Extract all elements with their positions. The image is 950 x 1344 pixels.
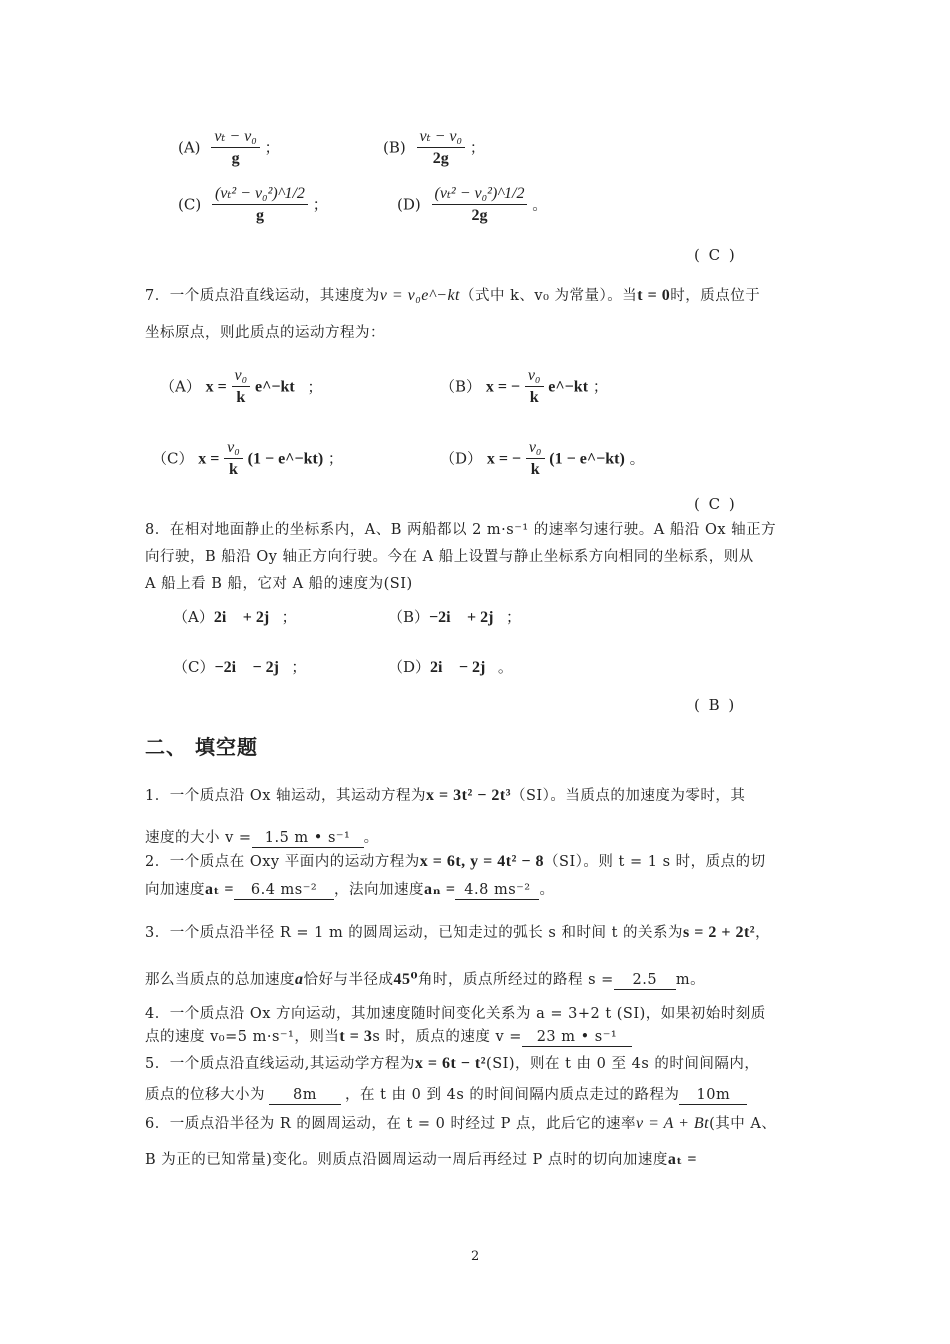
answer-blank: 1.5 m • s⁻¹: [252, 830, 364, 848]
f1-line1: [145, 784, 745, 805]
expr: 2i⃗ + 2j⃗: [213, 609, 282, 626]
text: 6．一质点沿半径为 R 的圆周运动，在 t = 0 时经过 P 点，此后它的速率: [145, 1116, 636, 1132]
text: 。: [363, 830, 379, 846]
numerator: v₀: [525, 366, 544, 387]
numerator: v₀: [526, 438, 545, 459]
punct: ；: [291, 658, 307, 676]
angle: 45⁰: [393, 971, 419, 988]
q8-line1: 8．在相对地面静止的坐标系内，A、B 两船都以 2 m·s⁻¹ 的速率匀速行驶。A 船沿 Ox 轴正方: [145, 522, 777, 538]
tangential-accel-symbol: aₜ =: [667, 1151, 697, 1168]
fraction: [232, 366, 251, 409]
text: 。: [539, 882, 555, 898]
punct: ；: [592, 377, 608, 396]
q6-option-a: [178, 127, 280, 170]
q6-option-c: [178, 184, 328, 227]
speed-expr: v = A + Bt: [635, 1115, 710, 1132]
numerator: (vₜ² − v₀²)^1/2: [212, 184, 308, 205]
option-label: (A): [178, 138, 201, 157]
f2-line1: [145, 850, 766, 871]
f6-line1: [145, 1112, 776, 1133]
accel-symbol: a: [295, 971, 304, 988]
velocity-expr: v = v₀e^−kt: [379, 287, 460, 304]
text: 速度的大小 v =: [145, 830, 252, 846]
q7-option-a: [160, 366, 323, 409]
q7-line2: 坐标原点，则此质点的运动方程为：: [145, 325, 385, 341]
text: 恰好与半径成: [303, 972, 394, 988]
text: ，在 t 由 0 到 4s 的时间间隔内质点走过的路程为: [345, 1087, 680, 1103]
expr: x = −: [485, 378, 521, 396]
q7-answer: ( C ): [694, 495, 737, 513]
punct: ；: [327, 449, 343, 468]
q6-option-b: [383, 127, 485, 170]
f4-line1: 4．一个质点沿 Ox 方向运动，其加速度随时间变化关系为 a = 3+2 t (SI)，如果初始时刻质: [145, 1006, 766, 1022]
q8-option-a: [173, 606, 297, 627]
text: (其中 A、: [709, 1116, 777, 1132]
expr: (1 − e^−kt): [549, 450, 625, 468]
q8-line3: A 船上看 B 船，它对 A 船的速度为(SI): [145, 576, 413, 592]
denominator: k: [236, 389, 246, 406]
answer-blank: 2.5: [614, 972, 676, 990]
expr: −2i⃗ − 2j⃗: [214, 659, 292, 676]
f5-line2: [145, 1083, 747, 1105]
text: 5．一个质点沿直线运动,其运动学方程为: [145, 1056, 415, 1072]
equation: x = 3t² − 2t³: [426, 787, 511, 804]
normal-accel-symbol: aₙ =: [424, 881, 456, 898]
denominator: 2g: [432, 150, 449, 167]
answer-blank: 6.4 ms⁻²: [234, 882, 334, 900]
expr: e^−kt: [548, 378, 589, 396]
option-label: （B）: [440, 377, 482, 396]
denominator: g: [231, 150, 240, 167]
numerator: (vₜ² − v₀²)^1/2: [432, 184, 528, 205]
text: （SI）。当质点的加速度为零时，其: [511, 788, 746, 804]
punct: ；: [307, 377, 323, 396]
f6-line2: [145, 1148, 697, 1169]
text: 7．一个质点沿直线运动，其速度为: [145, 288, 380, 304]
option-label: （A）: [173, 608, 214, 626]
q8-answer: ( B ): [694, 696, 737, 714]
option-label: （B）: [388, 608, 430, 626]
equation: s = 2 + 2t²: [683, 924, 756, 941]
punct: ；: [312, 195, 328, 214]
fraction: [526, 438, 545, 481]
text: 点的速度 v₀=5 m·s⁻¹，则当: [145, 1029, 340, 1045]
q8-option-d: [388, 656, 513, 677]
denominator: k: [229, 461, 238, 478]
option-label: (B): [383, 138, 406, 157]
option-label: （D）: [388, 658, 431, 676]
t-zero: t = 0: [637, 287, 671, 304]
q8-line2: 向行驶，B 船沿 Oy 轴正方向行驶。今在 A 船上设置与静止坐标系方向相同的坐标系，则从: [145, 549, 754, 565]
fraction: [432, 184, 528, 227]
q7-option-d: [440, 438, 645, 481]
denominator: k: [529, 389, 539, 406]
text: 质点的位移大小为: [145, 1087, 265, 1103]
expr: x =: [205, 378, 227, 396]
answer-blank: 4.8 ms⁻²: [455, 882, 539, 900]
f3-line1: [145, 921, 770, 942]
q6-option-d: [397, 184, 547, 227]
numerator: v₀: [232, 366, 251, 387]
denominator: 2g: [471, 207, 488, 224]
punct: ；: [264, 138, 280, 157]
punct: 。: [532, 195, 548, 214]
answer-blank: 8m: [269, 1087, 341, 1105]
expr: 2i⃗ − 2j⃗: [430, 659, 498, 676]
punct: ；: [281, 608, 297, 626]
f2-line2: [145, 878, 554, 900]
f1-line2: [145, 826, 379, 848]
answer-blank: 10m: [679, 1087, 747, 1105]
text: 向加速度: [145, 882, 205, 898]
text: 角时，质点所经过的路程 s =: [418, 972, 614, 988]
numerator: vₜ − v₀: [417, 127, 466, 148]
time: t = 3: [339, 1028, 373, 1045]
option-label: （A）: [160, 377, 201, 396]
expr: e^−kt: [254, 378, 295, 396]
option-label: （C）: [152, 449, 194, 468]
punct: ；: [505, 608, 521, 626]
expr: (1 − e^−kt): [247, 450, 324, 468]
answer-blank: 23 m • s⁻¹: [522, 1029, 632, 1047]
option-label: （D）: [440, 449, 483, 468]
q7-line1: [145, 284, 760, 305]
q8-option-c: [173, 656, 306, 677]
q7-option-b: [440, 366, 608, 409]
numerator: vₜ − v₀: [211, 127, 260, 148]
fraction: [211, 127, 260, 170]
page-number: 2: [471, 1249, 480, 1264]
fraction: [525, 366, 544, 409]
text: m。: [675, 972, 706, 988]
text: 3．一个质点沿半径 R = 1 m 的圆周运动，已知走过的弧长 s 和时间 t 的关系为: [145, 925, 684, 941]
tangential-accel-symbol: aₜ =: [205, 881, 235, 898]
punct: ；: [469, 138, 485, 157]
text: ，法向加速度: [334, 882, 425, 898]
section-heading: 二、 填空题: [145, 735, 258, 759]
text: s 时，质点的速度 v =: [372, 1029, 522, 1045]
text: （式中 k、v₀ 为常量）。当: [460, 288, 638, 304]
punct: 。: [629, 449, 645, 468]
fraction: [224, 438, 243, 481]
numerator: v₀: [224, 438, 243, 459]
expr: x =: [198, 450, 220, 468]
text: 时，质点位于: [670, 288, 761, 304]
text: 那么当质点的总加速度: [145, 972, 295, 988]
option-label: (D): [397, 195, 421, 214]
q6-answer: ( C ): [694, 246, 737, 264]
text: 1．一个质点沿 Ox 轴运动，其运动方程为: [145, 788, 427, 804]
fraction: [417, 127, 466, 170]
equation: x = 6t, y = 4t² − 8: [419, 853, 545, 870]
f3-line2: [145, 968, 705, 990]
text: ，: [755, 925, 771, 941]
fraction: [212, 184, 308, 227]
option-label: （C）: [173, 658, 215, 676]
f5-line1: [145, 1052, 759, 1073]
text: （SI）。则 t = 1 s 时，质点的切: [544, 854, 766, 870]
text: 2．一个质点在 Oxy 平面内的运动方程为: [145, 854, 420, 870]
text: (SI)，则在 t 由 0 至 4s 的时间间隔内，: [486, 1056, 760, 1072]
equation: x = 6t − t²: [414, 1055, 487, 1072]
option-label: (C): [178, 195, 202, 214]
text: B 为正的已知常量)变化。则质点沿圆周运动一周后再经过 P 点时的切向加速度: [145, 1152, 668, 1168]
f4-line2: [145, 1025, 632, 1047]
denominator: k: [530, 461, 540, 478]
q8-option-b: [388, 606, 521, 627]
denominator: g: [255, 207, 264, 224]
punct: 。: [497, 658, 513, 676]
expr: −2i⃗ + 2j⃗: [429, 609, 506, 626]
q7-option-c: [152, 438, 343, 481]
expr: x = −: [486, 450, 522, 468]
